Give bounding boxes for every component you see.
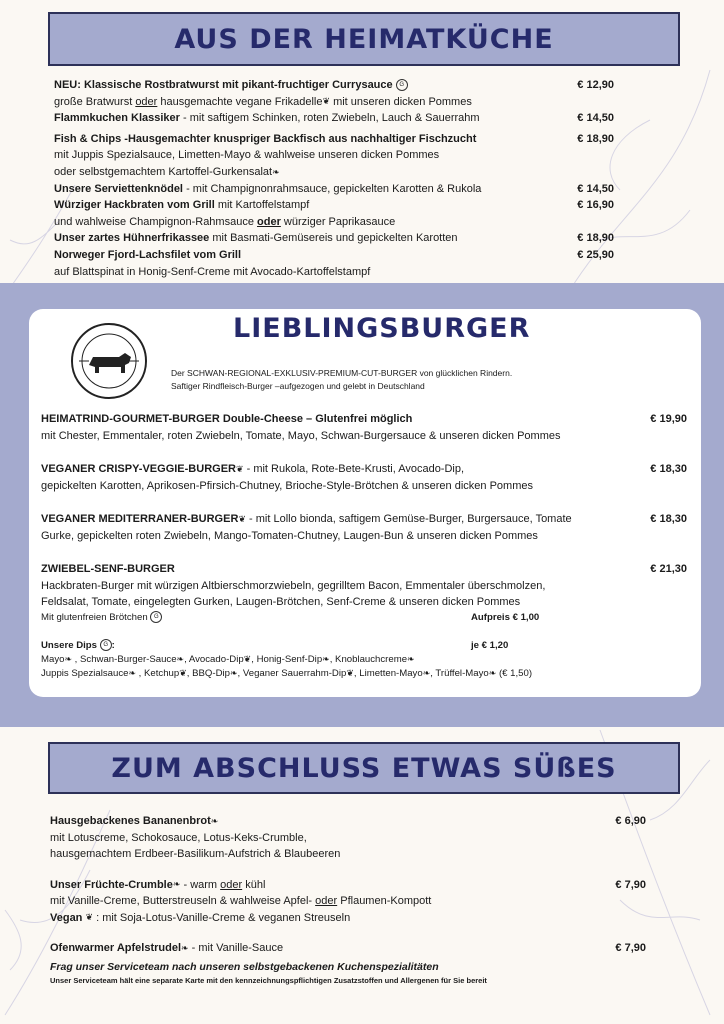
vegan-leaf-icon: ❦: [322, 96, 330, 107]
heimat-items: [54, 77, 614, 280]
burger-extras: [41, 611, 687, 681]
dish-name: VEGANER CRISPY-VEGGIE-BURGER: [41, 463, 236, 475]
dish-name: Unser zartes Hühnerfrikassee: [54, 232, 210, 245]
dish-description: - mit Rukola, Rote-Bete-Krusti, Avocado-Dip,: [246, 463, 465, 475]
dip: Limetten-Mayo: [359, 668, 423, 679]
list-item: [50, 940, 646, 957]
dish-description: Hackbraten-Burger mit würzigen Altbierschmorzwiebeln, gegrilltem Bacon, Emmentaler überschmolzen,: [41, 579, 546, 592]
dip: BBQ-Dip: [192, 668, 230, 679]
vegetarian-leaf-icon: ❧: [210, 815, 219, 826]
dish-description: oder: [257, 215, 281, 228]
dish-description: oder: [315, 895, 338, 907]
list-item: [41, 411, 687, 444]
dish-name: VEGANER MEDITERRANER-BURGER: [41, 513, 239, 525]
dish-name: Fish & Chips -Hausgemachter knuspriger Backfisch aus nachhaltiger Fischzucht: [54, 132, 477, 145]
vegetarian-leaf-icon: ❧: [176, 653, 185, 664]
vegetarian-leaf-icon: ❧: [172, 879, 181, 890]
gluten-free-icon: G: [396, 79, 408, 91]
burger-intro: [171, 367, 512, 392]
dish-description: und wahlweise Champignon-Rahmsauce: [54, 215, 254, 228]
dish-description: mit Juppis Spezialsauce, Limetten-Mayo & wahlweise unseren dicken Pommes: [54, 149, 440, 162]
dip: Avocado-Dip: [188, 654, 244, 665]
dish-price: € 6,90: [615, 815, 646, 827]
dish-description: - mit Vanille-Sauce: [191, 942, 284, 954]
list-item: [54, 131, 614, 181]
dish-price: € 18,30: [650, 463, 687, 475]
dish-price: € 14,50: [577, 112, 614, 125]
vegetarian-leaf-icon: ❧: [272, 166, 280, 177]
intro-line: Der SCHWAN-REGIONAL-EXKLUSIV-PREMIUM-CUT-BURGER von glücklichen Rindern.: [171, 368, 513, 378]
dish-price: € 21,30: [650, 563, 687, 575]
dish-name: Hausgebackenes Bananenbrot: [50, 815, 211, 827]
dish-description: mit unseren dicken Pommes: [333, 95, 472, 108]
dish-price: € 18,90: [577, 132, 614, 145]
list-item: [54, 110, 614, 127]
dish-name: Unser Früchte-Crumble: [50, 878, 173, 891]
vegan-leaf-icon: ❦: [346, 667, 354, 678]
dish-price: € 14,50: [577, 182, 614, 195]
dish-description: mit Vanille-Creme, Butterstreuseln & wahlweise Apfel-: [50, 895, 313, 907]
intro-line: Saftiger Rindfleisch-Burger –aufgezogen und gelebt in Deutschland: [171, 380, 425, 391]
list-item: [50, 877, 646, 927]
vegetarian-leaf-icon: ❧: [322, 653, 330, 664]
dish-description: große Bratwurst: [54, 95, 133, 108]
dish-name: Ofenwarmer Apfelstrudel: [50, 942, 182, 954]
dish-price: € 18,30: [650, 513, 687, 525]
section-title: ZUM ABSCHLUSS ETWAS SÜßES: [111, 753, 617, 784]
unser-heimatrind-logo: [69, 321, 149, 401]
dish-description: gepickelten Karotten, Aprikosen-Pfirsich-Chutney, Brioche-Style-Brötchen & unseren dicken Pommes: [41, 479, 533, 492]
dish-description: oder: [135, 95, 158, 108]
extra-label: Mit glutenfreien Brötchen: [41, 612, 148, 623]
dips-row: Unsere Dips G : je € 1,20: [41, 640, 509, 651]
dish-description: - mit Lollo bionda, saftigem Gemüse-Burger, Burgersauce, Tomate: [249, 513, 572, 525]
burger-items: [41, 411, 687, 628]
dip: Mayo: [41, 654, 65, 665]
dip-extra-price: (€ 1,50): [498, 668, 533, 679]
dish-description: - mit saftigem Schinken, roten Zwiebeln, Lauch & Sauerrahm: [183, 112, 480, 125]
dish-price: € 18,90: [577, 232, 614, 245]
section-banner-suesses: [48, 742, 680, 794]
gluten-free-icon: G: [100, 639, 112, 651]
dish-name: Unsere Serviettenknödel: [54, 182, 183, 195]
burger-card: [29, 309, 701, 697]
dish-description: - mit Champignonrahmsauce, gepickelten Karotten & Rukola: [186, 182, 482, 195]
vegetarian-leaf-icon: ❧: [64, 653, 73, 664]
dish-description: würziger Paprikasauce: [283, 215, 396, 228]
dips-price: je € 1,20: [471, 640, 509, 651]
dish-price: € 19,90: [650, 413, 687, 425]
dip: Knoblauchcreme: [335, 654, 408, 665]
dip: Ketchup: [144, 668, 180, 679]
vegetarian-leaf-icon: ❧: [422, 667, 431, 678]
vegan-leaf-icon: ❦: [238, 513, 246, 524]
dish-price: € 12,90: [577, 79, 614, 91]
gluten-free-icon: G: [150, 611, 162, 623]
vegan-leaf-icon: ❦: [179, 667, 187, 678]
section-title: AUS DER HEIMATKÜCHE: [174, 24, 554, 55]
section-title: LIEBLINGSBURGER: [233, 313, 531, 344]
dish-price: € 7,90: [615, 942, 646, 954]
extra-price: Aufpreis € 1,00: [471, 612, 540, 623]
dish-description: hausgemachtem Erdbeer-Basilikum-Aufstrich & Blaubeeren: [50, 848, 341, 860]
vegan-leaf-icon: ❦: [235, 463, 244, 474]
section-banner-heimatkueche: [48, 12, 680, 66]
dessert-items: [50, 813, 646, 987]
dish-name: NEU: Klassische Rostbratwurst mit pikant-fruchtiger Currysauce: [54, 79, 393, 91]
dish-name: ZWIEBEL-SENF-BURGER: [41, 563, 175, 575]
dip: Trüffel-Mayo: [435, 668, 489, 679]
list-item: [41, 561, 687, 611]
dish-description: mit Basmati-Gemüsereis und gepickelten Karotten: [212, 232, 458, 245]
dip: Schwan-Burger-Sauce: [80, 654, 177, 665]
dish-price: € 7,90: [615, 878, 646, 891]
dish-name: Norweger Fjord-Lachsfilet vom Grill: [54, 248, 242, 261]
vegan-leaf-icon: ❦: [243, 653, 252, 664]
dish-description: mit Lotuscreme, Schokosauce, Lotus-Keks-Crumble,: [50, 831, 307, 844]
vegetarian-leaf-icon: ❧: [229, 667, 238, 678]
dip: Veganer Sauerrahm-Dip: [242, 668, 347, 679]
dish-description: hausgemachte vegane Frikadelle: [160, 95, 323, 108]
dip: Juppis Spezialsauce: [41, 668, 129, 679]
allergen-note: Unser Serviceteam hält eine separate Karte mit den kennzeichnungspflichtigen Zusatzstoffen und Allergenen für Sie bereit: [50, 976, 487, 985]
vegan-label: Vegan: [50, 911, 83, 924]
list-item: [54, 77, 614, 110]
dish-description: Gurke, gepickelten roten Zwiebeln, Mango-Tomaten-Chutney, Laugen-Bun & unseren dicken Pommes: [41, 529, 538, 542]
dish-name: Würziger Hackbraten vom Grill: [54, 199, 215, 212]
dish-description: oder selbstgemachtem Kartoffel-Gurkensalat: [54, 165, 273, 178]
dips-list: Mayo❧ , Schwan-Burger-Sauce❧, Avocado-Dip❦, Honig-Senf-Dip❧, Knoblauchcreme❧ Juppis Spezialsauce❧ , Ketchup❦, BBQ-Dip❧, Veganer Sauerrahm-Dip❦, Limetten-Mayo❧, Trüffel-Mayo❧ (€ 1,50): [41, 653, 533, 679]
dish-price: € 25,90: [577, 248, 614, 261]
vegetarian-leaf-icon: ❧: [407, 653, 415, 664]
dish-description: oder: [220, 878, 243, 891]
dips-label: Unsere Dips: [41, 640, 97, 651]
vegetarian-leaf-icon: ❧: [488, 667, 497, 678]
list-item: [54, 181, 614, 198]
vegan-leaf-icon: ❦: [85, 912, 94, 923]
dish-description: kühl: [245, 878, 266, 891]
dish-description: Feldsalat, Tomate, eingelegten Gurken, Laugen-Brötchen, Senf-Creme & unseren dicken Pommes: [41, 596, 521, 608]
list-item: [50, 813, 646, 863]
list-item: [54, 247, 614, 280]
list-item: [54, 197, 614, 230]
vegetarian-leaf-icon: ❧: [181, 942, 189, 953]
dish-description: : mit Soja-Lotus-Vanille-Creme & veganen Streuseln: [96, 911, 351, 924]
gluten-free-bun-row: [41, 611, 687, 625]
dessert-note: Frag unser Serviceteam nach unseren selbstgebackenen Kuchenspezialitäten: [50, 960, 439, 973]
dish-name: HEIMATRIND-GOURMET-BURGER Double-Cheese – Glutenfrei möglich: [41, 413, 413, 425]
vegetarian-leaf-icon: ❧: [128, 667, 137, 678]
dish-description: mit Kartoffelstampf: [217, 199, 310, 212]
list-item: [41, 461, 687, 494]
dish-description: - warm: [183, 878, 218, 891]
dish-description: auf Blattspinat in Honig-Senf-Creme mit Avocado-Kartoffelstampf: [54, 265, 371, 278]
list-item: [54, 230, 614, 247]
dish-price: € 16,90: [577, 199, 614, 212]
dish-description: Pflaumen-Kompott: [340, 895, 432, 907]
dish-description: mit Chester, Emmentaler, roten Zwiebeln, Tomate, Mayo, Schwan-Burgersauce & unseren dicken Pommes: [41, 429, 561, 442]
list-item: [41, 511, 687, 544]
dip: Honig-Senf-Dip: [256, 654, 323, 665]
dish-name: Flammkuchen Klassiker: [54, 112, 180, 125]
